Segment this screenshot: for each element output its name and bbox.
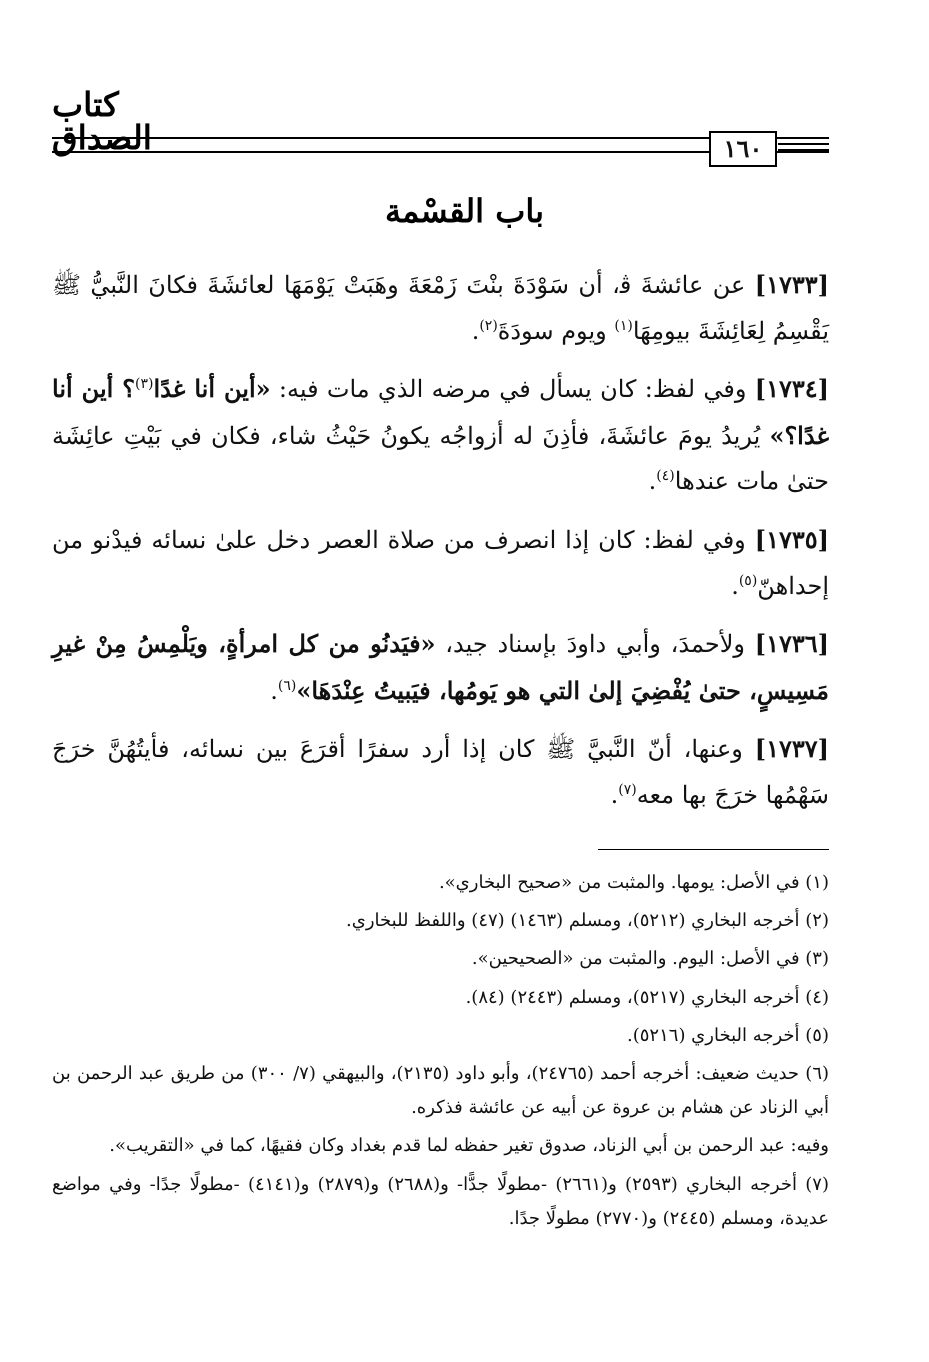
hadith-text: .	[471, 316, 480, 345]
header-rule-double	[778, 143, 829, 151]
hadith-quote: ؟ أين أنا غدًا؟»	[52, 374, 829, 450]
footnote-1: (١) في الأصل: يومها. والمثبت من «صحيح البخاري».	[438, 872, 829, 893]
footnote-ref[interactable]: (٥)	[738, 572, 758, 589]
hadith-quote: «فيَدنُو من كل امرأةٍ، ويَلْمِسُ مِنْ غيرِ مَسِيسٍ، حتىٰ يُفْضِيَ إلىٰ التي هو يَومُها، فيَبيتُ عِنْدَهَا»	[52, 629, 829, 705]
page-number: ١٦٠	[709, 131, 777, 167]
footnote-3: (٣) في الأصل: اليوم. والمثبت من «الصحيحين».	[471, 948, 829, 970]
hadith-text: .	[270, 676, 278, 705]
footnote-ref[interactable]: (٢)	[479, 317, 498, 334]
hadith-text: وعنها، أنّ النَّبيَّ ﷺ كان إذا أرد سفرًا أقرَعَ بين نسائه، فأيتُهُنَّ خرَجَ سَهْمُها خرَجَ بها معه	[52, 735, 829, 809]
hadith-text: ولأحمدَ، وأبي داودَ بإسناد جيد،	[435, 630, 755, 659]
hadith-1737	[52, 726, 829, 818]
footnote-4: (٤) أخرجه البخاري (٥٢١٧)، ومسلم (٢٤٤٣) (٨٤).	[465, 986, 829, 1008]
footnote-ref[interactable]: (٣)	[135, 376, 154, 393]
hadith-text: عن عائشةَ ﭬ، أن سَوْدَةَ بنْتَ زَمْعَةَ وهَبَتْ يَوْمَهَا لعائشَةَ فكانَ النَّبيُّ ﷺ يَقْسِمُ لِعَائِشَةَ بيومِهَا	[52, 271, 829, 345]
hadith-quote: «أين أنا غدًا	[153, 374, 271, 404]
footnote-ref[interactable]: (٤)	[656, 468, 675, 485]
hadith-1734	[52, 366, 829, 505]
footnote-5: (٥) أخرجه البخاري (٥٢١٦).	[627, 1024, 829, 1046]
footnote-ref[interactable]: (٧)	[618, 781, 637, 798]
hadith-text: يُريدُ يومَ عائشَةَ، فأذِنَ له أزواجُه يكونُ حَيْثُ شاء، فكان في بَيْتِ عائِشَة حتىٰ مات عندها	[52, 421, 829, 496]
chapter-heading: باب القسْمة	[385, 192, 544, 230]
footnote-ref[interactable]: (١)	[614, 317, 633, 334]
footnote-ref[interactable]: (٦)	[277, 677, 297, 694]
main-text	[52, 262, 829, 831]
hadith-text: .	[731, 571, 739, 600]
hadith-number: [١٧٣٦]	[754, 629, 829, 659]
hadith-1736	[52, 621, 829, 714]
book-title: كتاب الصداق	[52, 85, 152, 157]
hadith-1733	[52, 262, 829, 354]
hadith-number: [١٧٣٥]	[754, 524, 829, 554]
hadith-text: .	[648, 467, 657, 496]
hadith-number: [١٧٣٣]	[754, 270, 829, 299]
hadith-number: [١٧٣٤]	[754, 374, 829, 404]
hadith-1735	[52, 517, 829, 609]
footnote-6: (٦) حديث ضعيف: أخرجه أحمد (٢٤٧٦٥)، وأبو داود (٢١٣٥)، والبيهقي (٧/ ٣٠٠) من طريق عبد الرحمن بن أبي الزناد عن هشام بن عروة عن أبيه عن عائشة فذكره.	[52, 1062, 830, 1119]
hadith-number: [١٧٣٧]	[754, 734, 829, 764]
footnote-6-note: وفيه: عبد الرحمن بن أبي الزناد، صدوق تغير حفظه لما قدم بغداد وكان فقيهًا، كما في «التقريب».	[109, 1135, 829, 1157]
footnote-2: (٢) أخرجه البخاري (٥٢١٢)، ومسلم (١٤٦٣) (٤٧) واللفظ للبخاري.	[346, 910, 829, 932]
hadith-text: ويوم سودَةَ	[497, 316, 615, 345]
hadith-text: .	[610, 780, 619, 809]
hadith-text: وفي لفظ: كان إذا انصرف من صلاة العصر دخل علىٰ نسائه فيدْنو من إحداهنّ	[52, 525, 829, 600]
footnotes	[52, 866, 829, 1240]
hadith-text: وفي لفظ: كان يسأل في مرضه الذي مات فيه:	[270, 375, 755, 404]
footnote-separator	[598, 849, 829, 850]
footnote-7: (٧) أخرجه البخاري (٢٥٩٣) و(٢٦٦١) -مطولًا جدًّا- و(٢٦٨٨) و(٢٨٧٩) و(٤١٤١) -مطولًا جدًا- وفي مواضع عديدة، ومسلم (٢٤٤٥) و(٢٧٧٠) مطولًا جدًا.	[52, 1173, 829, 1229]
